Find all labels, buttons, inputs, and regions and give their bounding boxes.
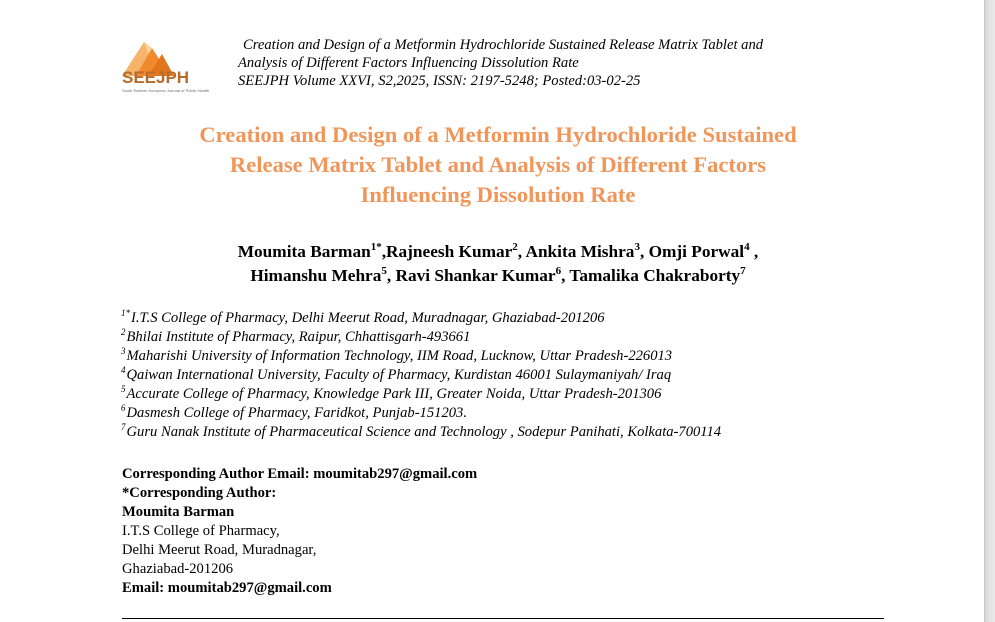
- author-name: Himanshu Mehra: [250, 266, 382, 285]
- section-divider: [122, 618, 884, 619]
- author-sup: 2: [512, 241, 518, 254]
- title-line: Creation and Design of a Metformin Hydrochloride Sustained: [199, 122, 797, 147]
- author-sup: 5: [381, 265, 387, 278]
- author-sup: 3: [634, 241, 640, 254]
- logo-text: SEEJPH: [122, 68, 190, 87]
- author-sup: 6: [555, 265, 562, 278]
- author-name: Tamalika Chakraborty: [569, 266, 741, 285]
- corresponding-email-line: Corresponding Author Email: moumitab297@gmail.com: [122, 466, 478, 482]
- page-edge-shadow: [984, 0, 995, 622]
- title-line: Release Matrix Tablet and Analysis of Different Factors: [229, 152, 767, 177]
- author-name: Rajneesh Kumar: [386, 242, 513, 261]
- author-name: Ankita Mishra: [525, 242, 635, 261]
- affiliation: $^7$Guru Nanak Institute of Pharmaceutical Science and Technology , Sodepur Panihati, Kolkata-700114: [121, 422, 722, 440]
- affiliation: $^4$Qaiwan International University, Faculty of Pharmacy, Kurdistan 46001 Sulaymaniyah/ Iraq: [121, 365, 672, 383]
- author-line: Moumita Barman$^{1*}$,Rajneesh Kumar$^2$, Ankita Mishra$^3$, Omji Porwal$^4$ ,: [237, 241, 759, 261]
- affiliation: $^3$Maharishi University of Information Technology, IIM Road, Lucknow, Uttar Pradesh-226013: [121, 346, 673, 364]
- author-line: Himanshu Mehra$^5$, Ravi Shankar Kumar$^6$, Tamalika Chakraborty$^7$: [250, 265, 746, 285]
- address-line: Delhi Meerut Road, Muradnagar,: [122, 542, 317, 558]
- running-header: [238, 36, 878, 90]
- corresponding-label: *Corresponding Author:: [122, 485, 277, 501]
- title-line: Influencing Dissolution Rate: [360, 182, 636, 207]
- corresponding-email: Email: moumitab297@gmail.com: [122, 580, 332, 596]
- author-name: Omji Porwal: [648, 242, 745, 261]
- header-line: Creation and Design of a Metformin Hydrochloride Sustained Release Matrix Tablet and: [243, 37, 764, 53]
- corresponding-author-block: [122, 465, 822, 598]
- corresponding-name: Moumita Barman: [122, 504, 235, 520]
- affiliation-list: [121, 309, 881, 442]
- author-sup: 1*: [370, 241, 382, 254]
- journal-logo-icon: [118, 36, 210, 94]
- logo-subtitle: South Eastern European Journal of Public Health: [122, 88, 210, 93]
- header-citation: SEEJPH Volume XXVI, S2,2025, ISSN: 2197-5248; Posted:03-02-25: [238, 73, 641, 89]
- author-name: Moumita Barman: [237, 242, 371, 261]
- affiliation: $^{1*}$I.T.S College of Pharmacy, Delhi Meerut Road, Muradnagar, Ghaziabad-201206: [121, 308, 605, 326]
- affiliation: $^6$Dasmesh College of Pharmacy, Faridkot, Punjab-151203.: [121, 403, 467, 421]
- header-line: Analysis of Different Factors Influencing Dissolution Rate: [238, 55, 579, 71]
- author-sup: 4: [744, 241, 750, 254]
- paper-title: [118, 120, 878, 210]
- author-list: [118, 240, 878, 288]
- address-line: Ghaziabad-201206: [122, 561, 234, 577]
- author-name: Ravi Shankar Kumar: [395, 266, 556, 285]
- address-line: I.T.S College of Pharmacy,: [122, 523, 280, 539]
- journal-logo: [118, 36, 210, 94]
- author-sup: 7: [740, 265, 746, 278]
- affiliation: $^2$Bhilai Institute of Pharmacy, Raipur, Chhattisgarh-493661: [121, 327, 471, 345]
- affiliation: $^5$Accurate College of Pharmacy, Knowledge Park III, Greater Noida, Uttar Pradesh-201306: [121, 384, 662, 402]
